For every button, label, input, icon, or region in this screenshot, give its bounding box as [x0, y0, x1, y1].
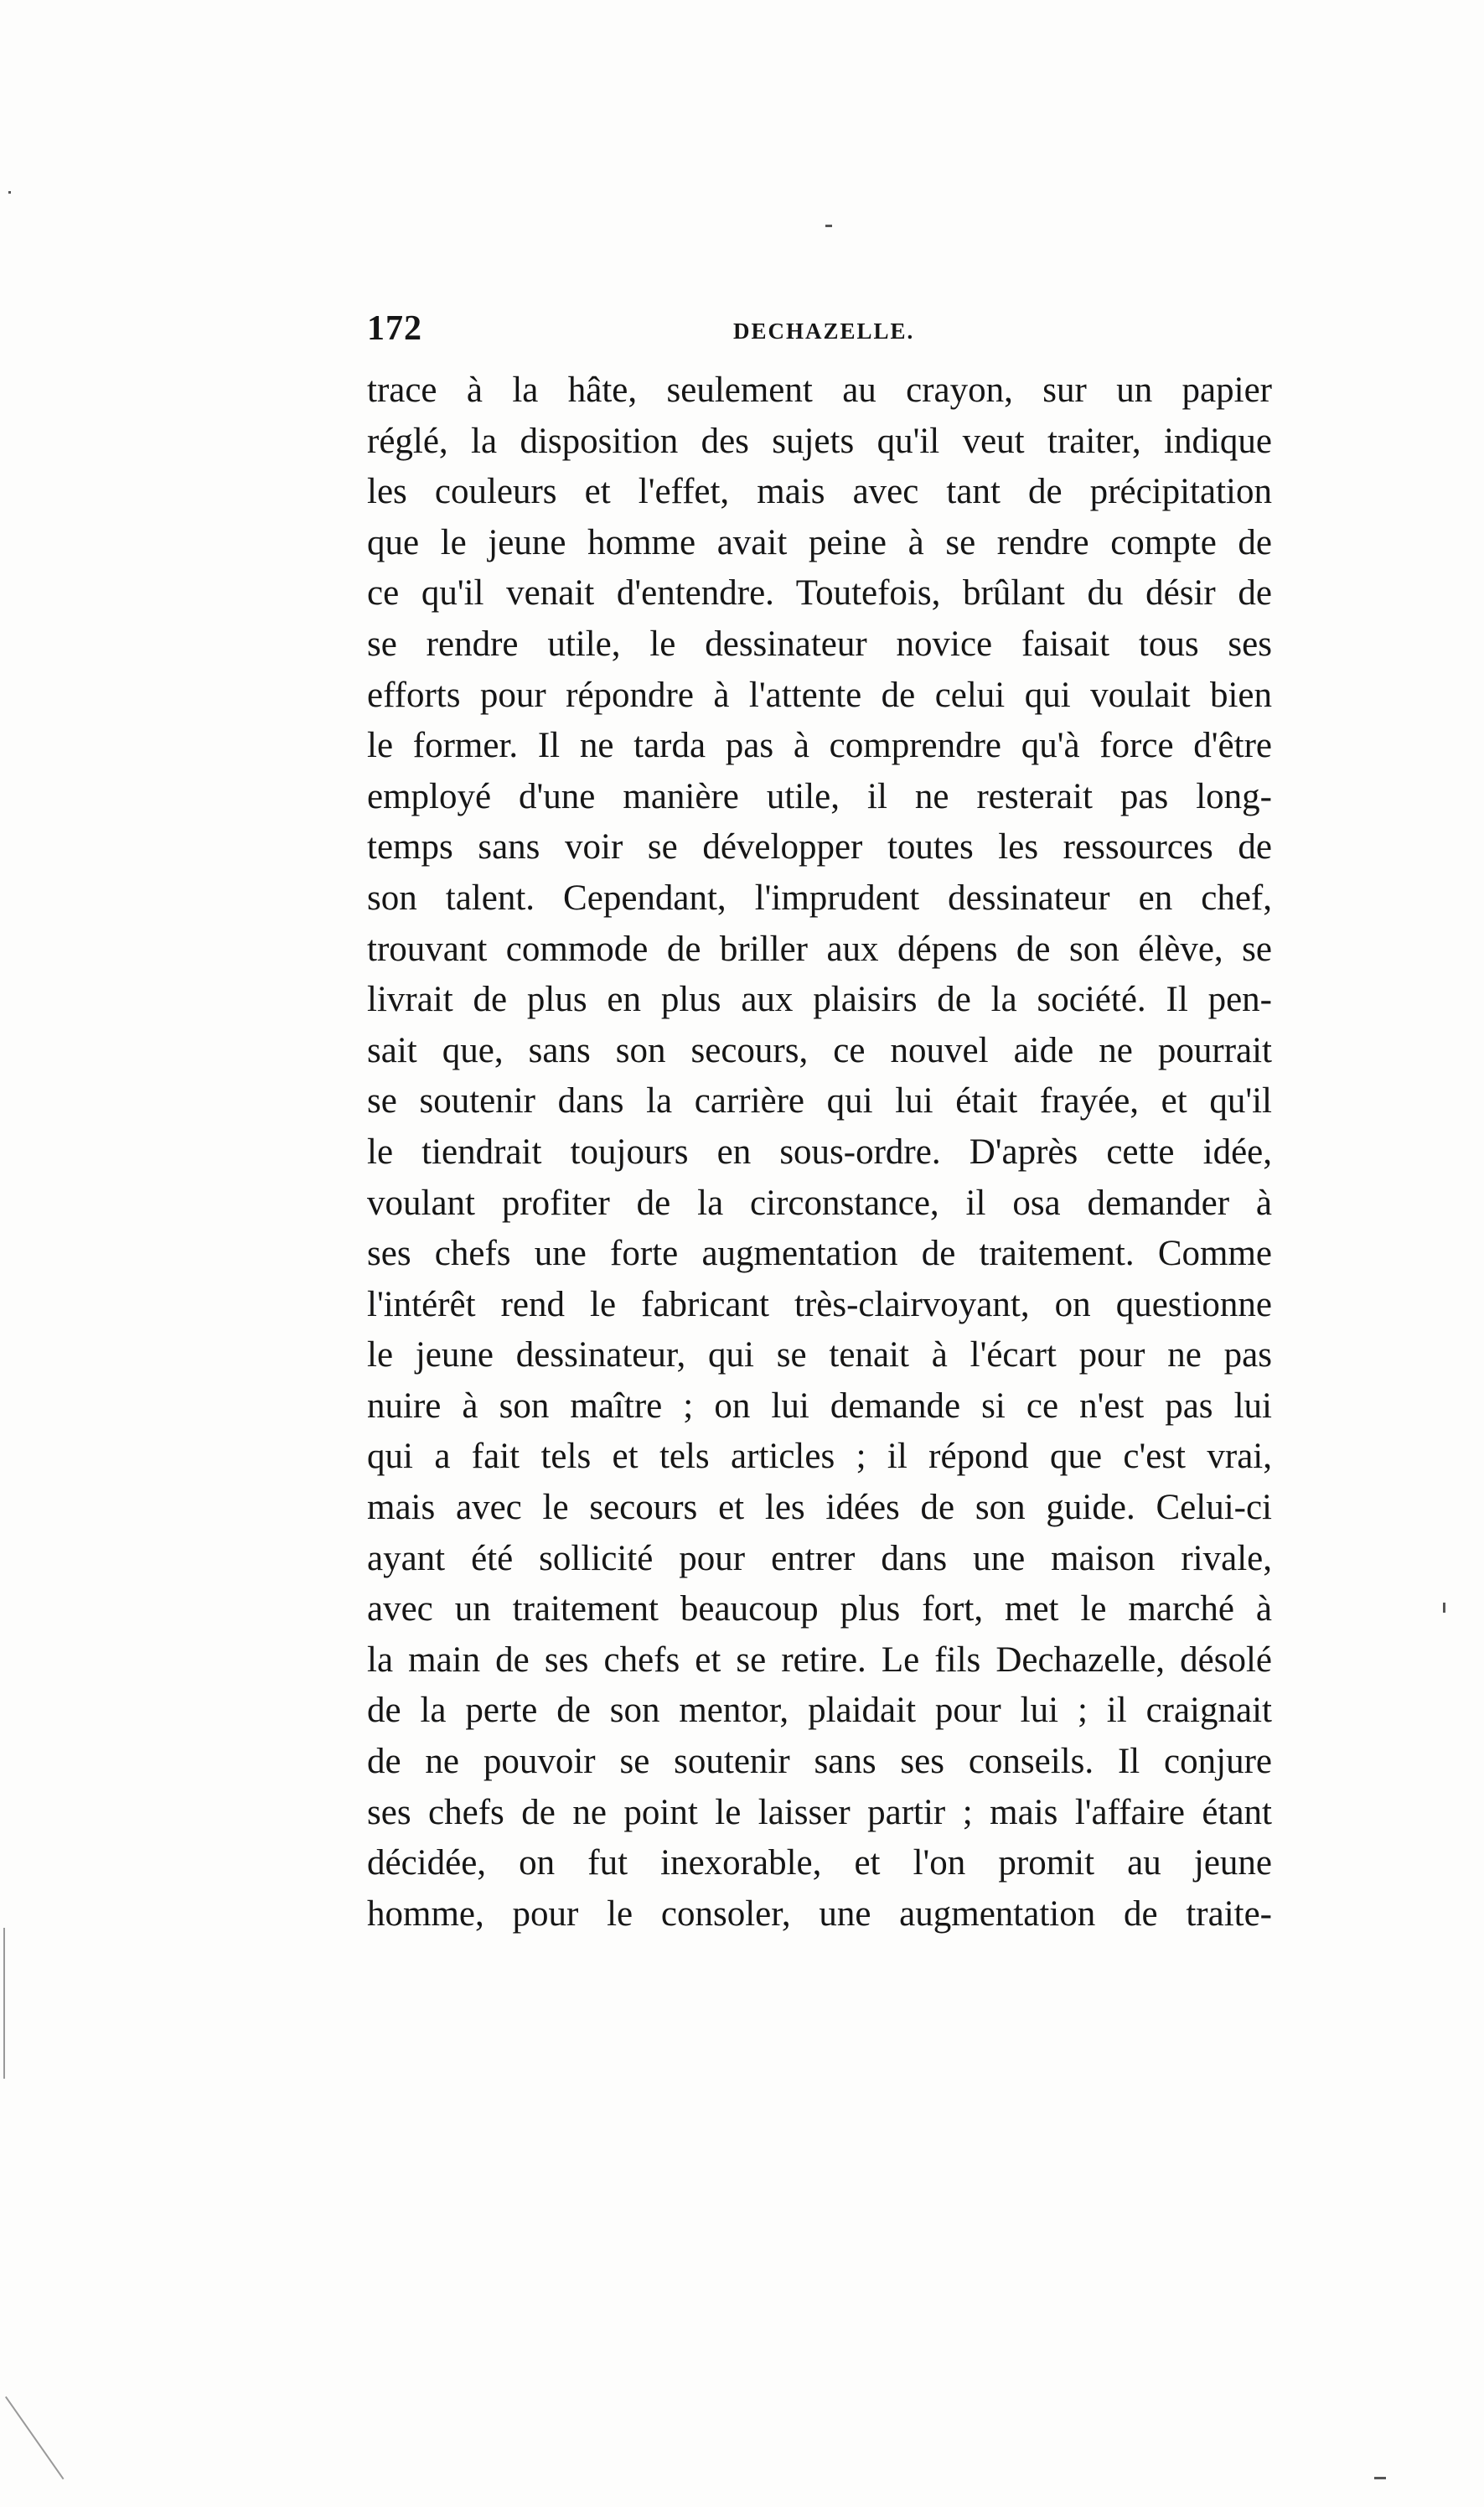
- text-line: employé d'une manière utile, il ne resterait pas long-: [367, 776, 1272, 816]
- text-line: décidée, on fut inexorable, et l'on promit au jeune: [367, 1843, 1272, 1883]
- text-line: le former. Il ne tarda pas à comprendre qu'à force d'être: [367, 726, 1272, 766]
- text-line: trouvant commode de briller aux dépens de son élève, se: [367, 929, 1272, 969]
- text-line: temps sans voir se développer toutes les ressources de: [367, 827, 1272, 868]
- text-line: l'intérêt rend le fabricant très-clairvoyant, on questionne: [367, 1284, 1272, 1324]
- text-line: voulant profiter de la circonstance, il osa demander à: [367, 1183, 1272, 1223]
- text-line: de la perte de son mentor, plaidait pour lui ; il craignait: [367, 1691, 1272, 1731]
- text-line: mais avec le secours et les idées de son guide. Celui-ci: [367, 1488, 1272, 1528]
- scan-speck: [825, 225, 832, 227]
- running-title: DECHAZELLE.: [733, 319, 915, 344]
- body-text: [367, 365, 1272, 1940]
- text-line: le tiendrait toujours en sous-ordre. D'après cette idée,: [367, 1132, 1272, 1172]
- text-line: ses chefs une forte augmentation de traitement. Comme: [367, 1234, 1272, 1274]
- text-line: son talent. Cependant, l'imprudent dessinateur en chef,: [367, 878, 1272, 918]
- scan-speck: [1443, 1603, 1445, 1613]
- scan-speck: [1374, 2477, 1386, 2479]
- text-line: nuire à son maître ; on lui demande si ce n'est pas lui: [367, 1386, 1272, 1426]
- text-line: le jeune dessinateur, qui se tenait à l'écart pour ne pas: [367, 1335, 1272, 1375]
- text-line: livrait de plus en plus aux plaisirs de la société. Il pen-: [367, 980, 1272, 1020]
- text-line: les couleurs et l'effet, mais avec tant de précipitation: [367, 472, 1272, 512]
- text-line: efforts pour répondre à l'attente de celui qui voulait bien: [367, 675, 1272, 715]
- text-line: avec un traitement beaucoup plus fort, met le marché à: [367, 1589, 1272, 1629]
- text-line: ses chefs de ne point le laisser partir ; mais l'affaire étant: [367, 1792, 1272, 1832]
- text-line: trace à la hâte, seulement au crayon, sur un papier: [367, 370, 1272, 410]
- scan-edge-mark: [5, 2396, 64, 2479]
- page-number: 172: [367, 309, 422, 348]
- text-line: se soutenir dans la carrière qui lui était frayée, et qu'il: [367, 1081, 1272, 1121]
- text-line: la main de ses chefs et se retire. Le fils Dechazelle, désolé: [367, 1639, 1272, 1680]
- text-line: de ne pouvoir se soutenir sans ses conseils. Il conjure: [367, 1742, 1272, 1782]
- text-line: qui a fait tels et tels articles ; il répond que c'est vrai,: [367, 1437, 1272, 1477]
- text-line: ayant été sollicité pour entrer dans une maison rivale,: [367, 1538, 1272, 1578]
- text-line: sait que, sans son secours, ce nouvel aide ne pourrait: [367, 1030, 1272, 1070]
- text-line: homme, pour le consoler, une augmentation de traite-: [367, 1893, 1272, 1934]
- scan-speck: [8, 191, 11, 194]
- text-line: réglé, la disposition des sujets qu'il veut traiter, indique: [367, 421, 1272, 461]
- text-line: ce qu'il venait d'entendre. Toutefois, brûlant du désir de: [367, 573, 1272, 614]
- page-header: [367, 308, 1272, 359]
- text-line: se rendre utile, le dessinateur novice faisait tous ses: [367, 624, 1272, 664]
- scan-edge-mark: [3, 1928, 5, 2079]
- text-line: que le jeune homme avait peine à se rendre compte de: [367, 522, 1272, 562]
